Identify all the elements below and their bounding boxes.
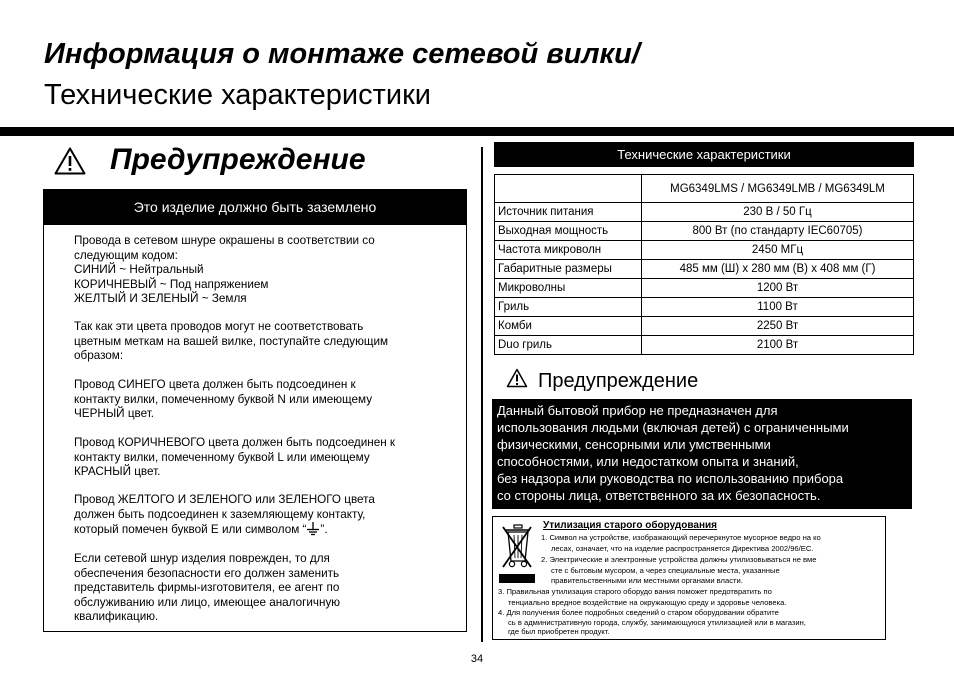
spec-label: Гриль (495, 298, 642, 317)
text-line: квалификацию. (74, 610, 159, 623)
text-line: Так как эти цвета проводов могут не соответствовать (74, 320, 364, 333)
earth-wire-paragraph (74, 493, 444, 538)
column-divider (481, 147, 483, 642)
text-line: Провод СИНЕГО цвета должен быть подсоединен к (74, 378, 356, 391)
mismatch-paragraph (74, 320, 444, 364)
page-number: 34 (470, 653, 484, 665)
earth-ground-icon (306, 522, 320, 536)
spec-value: 2450 МГц (642, 241, 914, 260)
text-line (74, 522, 444, 538)
text-line: контакту вилки, помеченному буквой N или имеющему (74, 392, 373, 406)
spec-value: 800 Вт (по стандарту IEC60705) (642, 222, 914, 241)
spec-value: 1200 Вт (642, 279, 914, 298)
text-line: способностями, или недостатком опыта и знаний, (497, 454, 799, 469)
text-line: использования людьми (включая детей) с ограниченными (497, 420, 849, 435)
text-line: со стороны лица, ответственного за их безопасность. (497, 488, 821, 503)
spec-label: Выходная мощность (495, 222, 642, 241)
specs-table (494, 174, 914, 355)
table-row (495, 203, 914, 222)
text-line: представитель фирмы-изготовителя, ее агент по (74, 581, 340, 594)
text-line: контакту вилки, помеченному буквой L или имеющему (74, 450, 370, 464)
spec-label: Комби (495, 317, 642, 336)
text-line: Данный бытовой прибор не предназначен для (497, 403, 778, 418)
table-row (495, 298, 914, 317)
spec-label: Источник питания (495, 203, 642, 222)
text-line: Провод КОРИЧНЕВОГО цвета должен быть подсоединен к (74, 436, 396, 449)
models-cell: MG6349LMS / MG6349LMB / MG6349LM (642, 175, 914, 203)
warning2-title: Предупреждение (538, 370, 699, 392)
table-row (495, 175, 914, 203)
specs-header: Технические характеристики (494, 142, 914, 167)
disposal-line: сь в административную города, службу, занимающуюся утилизацией или в магазин, (508, 618, 806, 627)
table-row (495, 241, 914, 260)
disposal-title: Утилизация старого оборудования (543, 520, 717, 531)
text-line: Если сетевой шнур изделия поврежден, то для (74, 552, 330, 565)
text-line: СИНИЙ ~ Нейтральный (74, 263, 204, 276)
grounding-box-header: Это изделие должно быть заземлено (43, 189, 467, 225)
text-line: обслуживанию или лицо, имеющее аналогичную (74, 595, 341, 609)
table-row (495, 317, 914, 336)
disposal-line: где был приобретен продукт. (508, 627, 610, 636)
spec-label: Габаритные размеры (495, 260, 642, 279)
spec-value: 230 В / 50 Гц (642, 203, 914, 222)
text-line: КОРИЧНЕВЫЙ ~ Под напряжением (74, 277, 269, 291)
spec-label: Частота микроволн (495, 241, 642, 260)
disposal-line: сте с бытовым мусором, а через специальные места, указанные (551, 566, 780, 575)
wire-color-paragraph (74, 234, 444, 307)
spec-value: 2100 Вт (642, 336, 914, 355)
blue-wire-paragraph (74, 378, 444, 422)
header-rule (0, 127, 954, 136)
text-line: обеспечения безопасности его должен заменить (74, 566, 340, 580)
disposal-line: 3. Правильная утилизация старого оборудо вания поможет предотвратить по (498, 587, 772, 596)
text-fragment: который помечен буквой E или символом “ (74, 523, 307, 536)
table-row (495, 279, 914, 298)
text-line: образом: (74, 349, 124, 362)
text-line: Провода в сетевом шнуре окрашены в соответствии со (74, 234, 375, 247)
disposal-line: 1. Символ на устройстве, изображающий перечеркнутое мусорное ведро на ко (541, 533, 821, 542)
spec-value: 1100 Вт (642, 298, 914, 317)
table-row (495, 222, 914, 241)
disposal-line: 4. Для получения более подробных сведений о старом оборудовании обратите (498, 608, 779, 617)
damaged-cord-paragraph (74, 552, 444, 625)
brown-wire-paragraph (74, 436, 444, 480)
disposal-line: лесах, означает, что на изделие распространяется Директива 2002/96/EC. (551, 544, 814, 553)
marking-bar (499, 574, 535, 583)
text-line: Провод ЖЕЛТОГО И ЗЕЛЕНОГО или ЗЕЛЕНОГО цвета (74, 493, 375, 506)
spec-value: 2250 Вт (642, 317, 914, 336)
disposal-line: 2. Электрические и электронные устройства должны утилизовываться не вме (541, 555, 817, 564)
text-line: следующим кодом: (74, 248, 178, 262)
text-line: КРАСНЫЙ цвет. (74, 465, 161, 478)
page-subtitle: Технические характеристики (44, 79, 431, 111)
text-line: физическими, сенсорными или умственными (497, 437, 771, 452)
table-cell (495, 175, 642, 203)
text-fragment: ”. (320, 523, 328, 536)
text-line: должен быть подсоединен к заземляющему контакту, (74, 507, 366, 521)
text-line: цветным меткам на вашей вилке, поступайте следующим (74, 334, 389, 348)
text-line: ЖЕЛТЫЙ И ЗЕЛЕНЫЙ ~ Земля (74, 292, 247, 305)
crossed-bin-icon (500, 523, 534, 571)
disposal-line: тенциально вредное воздействие на окружающую среду и здоровье человека. (508, 598, 787, 607)
appliance-warning-box (492, 399, 912, 509)
spec-label: Duo гриль (495, 336, 642, 355)
table-row (495, 336, 914, 355)
warning-triangle-icon (54, 147, 86, 175)
spec-value: 485 мм (Ш) х 280 мм (В) х 408 мм (Г) (642, 260, 914, 279)
table-row (495, 260, 914, 279)
text-line: без надзора или руководства по использованию прибора (497, 471, 844, 486)
warning-title: Предупреждение (110, 143, 366, 176)
page-title: Информация о монтаже сетевой вилки/ (44, 38, 640, 70)
warning-triangle-icon (506, 368, 528, 388)
text-line: ЧЕРНЫЙ цвет. (74, 407, 155, 420)
spec-label: Микроволны (495, 279, 642, 298)
disposal-line: правительственными или местными органами власти. (551, 576, 743, 585)
